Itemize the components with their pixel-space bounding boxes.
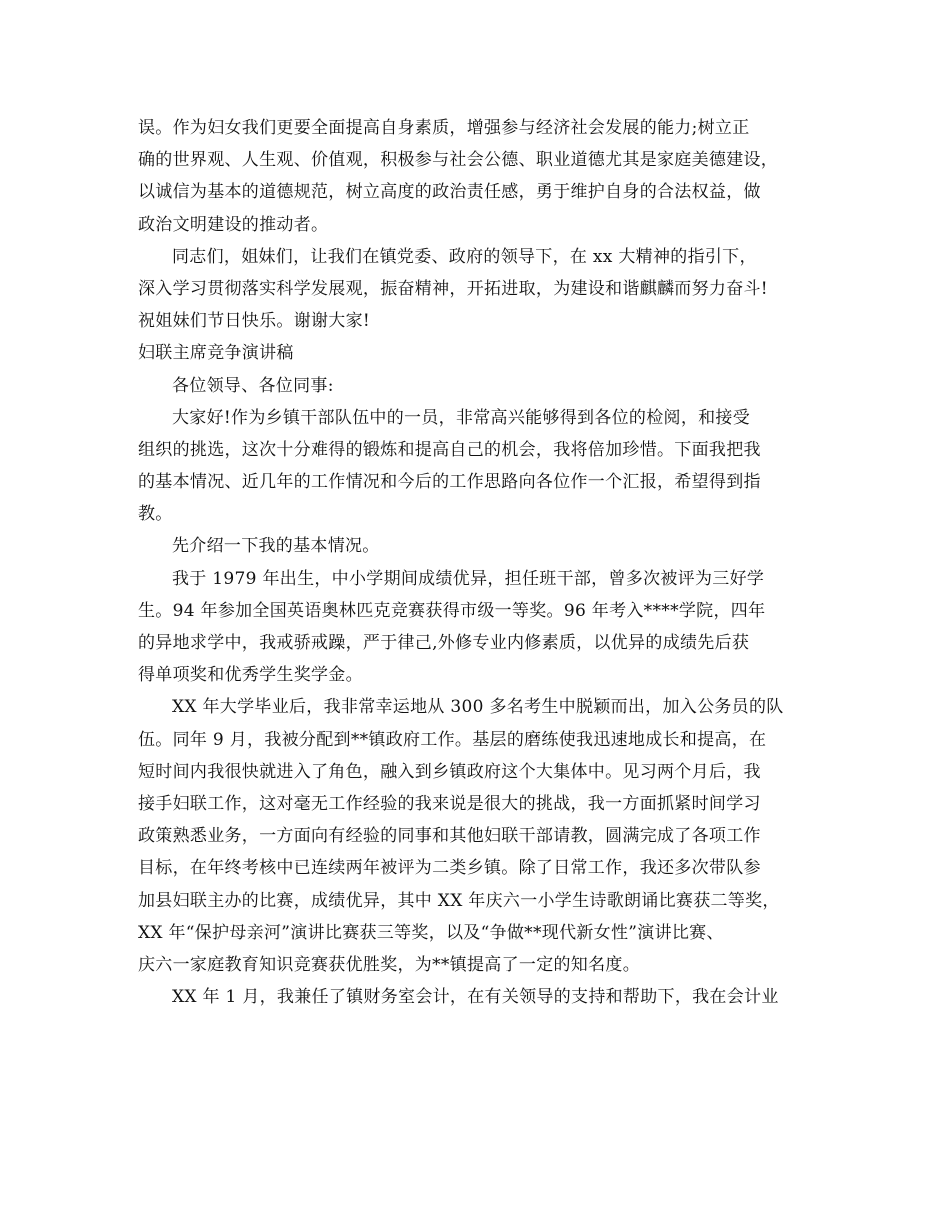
text-line: XX 年 1 月，我兼任了镇财务室会计，在有关领导的支持和帮助下，我在会计业 — [172, 987, 779, 1008]
text-line: 的异地求学中，我戒骄戒躁，严于律己,外修专业内修素质，以优异的成绩先后获 — [138, 633, 750, 653]
text-line: 加县妇联主办的比赛，成绩优异，其中 XX 年庆六一小学生诗歌朗诵比赛获二等奖， — [138, 890, 780, 911]
text-line: 生。94 年参加全国英语奥林匹克竞赛获得市级一等奖。96 年考入****学院，四年 — [138, 600, 766, 621]
text-line: 大家好!作为乡镇干部队伍中的一员，非常高兴能够得到各位的检阅，和接受 — [172, 407, 751, 428]
text-line: 政治文明建设的推动者。 — [138, 214, 329, 235]
text-line: 得单项奖和优秀学生奖学金。 — [138, 665, 363, 686]
text-line: 政策熟悉业务，一方面向有经验的同事和其他妇联干部请教，圆满完成了各项工作 — [138, 826, 761, 847]
text-line: 深入学习贯彻落实科学发展观，振奋精神，开拓进取，为建设和谐麒麟而努力奋斗! — [138, 278, 768, 299]
text-line: XX 年“保护母亲河”演讲比赛获三等奖，以及“争做**现代新女性”演讲比赛、 — [138, 922, 724, 943]
text-line: 教。 — [138, 504, 173, 525]
text-line: 组织的挑选，这次十分难得的锻炼和提高自己的机会，我将倍加珍惜。下面我把我 — [138, 439, 761, 460]
text-line: 祝姐妹们节日快乐。谢谢大家! — [138, 311, 371, 332]
text-line: 以诚信为基本的道德规范，树立高度的政治责任感，勇于维护自身的合法权益，做 — [138, 182, 761, 203]
document-body — [138, 112, 814, 1013]
text-line: 我于 1979 年出生，中小学期间成绩优异，担任班干部，曾多次被评为三好学 — [172, 568, 765, 589]
text-line: 庆六一家庭教育知识竞赛获优胜奖，为**镇提高了一定的知名度。 — [138, 954, 640, 975]
text-line: 目标，在年终考核中已连续两年被评为二类乡镇。除了日常工作，我还多次带队参 — [138, 858, 761, 879]
text-line: 的基本情况、近几年的工作情况和今后的工作思路向各位作一个汇报，希望得到指 — [138, 472, 761, 493]
text-line: 各位领导、各位同事: — [172, 375, 334, 396]
text-line: 接手妇联工作，这对毫无工作经验的我来说是很大的挑战，我一方面抓紧时间学习 — [138, 793, 761, 814]
text-line: 伍。同年 9 月，我被分配到**镇政府工作。基层的磨练使我迅速地成长和提高，在 — [138, 729, 767, 750]
text-line: 确的世界观、人生观、价值观，积极参与社会公德、职业道德尤其是家庭美德建设， — [138, 150, 779, 171]
text-line: 妇联主席竞争演讲稿 — [138, 343, 294, 364]
text-line: 先介绍一下我的基本情况。 — [172, 536, 380, 557]
text-line: XX 年大学毕业后，我非常幸运地从 300 多名考生中脱颖而出，加入公务员的队 — [172, 697, 784, 718]
text-line: 同志们，姐妹们，让我们在镇党委、政府的领导下，在 xx 大精神的指引下， — [172, 246, 757, 267]
text-line: 误。作为妇女我们更要全面提高自身素质，增强参与经济社会发展的能力;树立正 — [138, 118, 750, 138]
text-line: 短时间内我很快就进入了角色，融入到乡镇政府这个大集体中。见习两个月后，我 — [138, 761, 761, 782]
